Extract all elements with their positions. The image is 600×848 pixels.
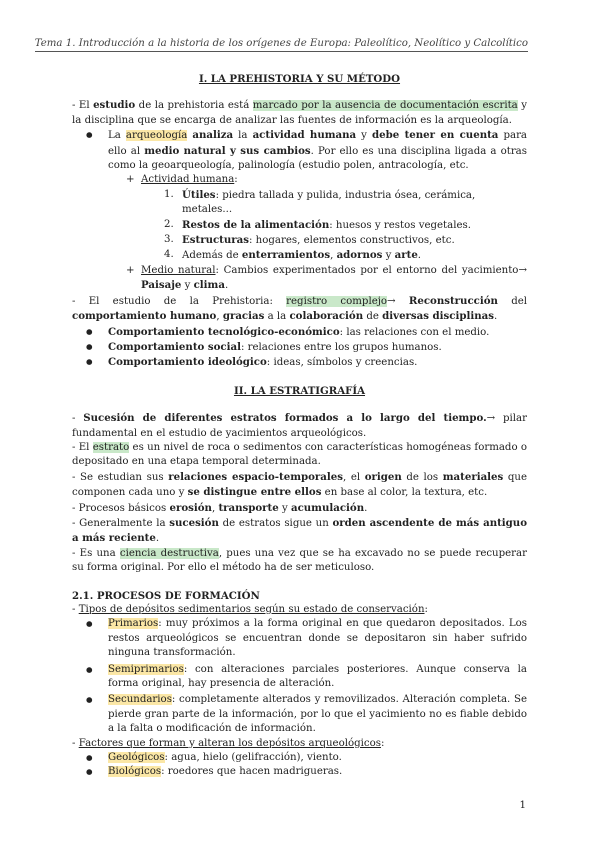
line-factores: - Factores que forman y alteran los depósitos arqueológicos: <box>72 737 385 749</box>
arrow-right-icon: → <box>486 413 496 425</box>
list-item: ● Comportamiento social: relaciones entre los grupos humanos. <box>72 340 527 355</box>
paragraph-orden: - Generalmente la sucesión de estratos sigue un orden ascendente de más antiguo a más reciente. <box>72 516 527 545</box>
paragraph-relaciones: - Se estudian sus relaciones espacio-temporales, el origen de los materiales que componen cada uno y se distingue entre ellos en base al color, la textura, etc. <box>72 470 528 499</box>
paragraph-procesos: - Procesos básicos erosión, transporte y acumulación. <box>72 501 368 514</box>
list-item: ● Biológicos: roedores que hacen madrigueras. <box>72 765 527 779</box>
highlight-green: marcado por la ausencia de documentación escrita <box>252 100 518 112</box>
section-title-estratigrafia: II. LA ESTRATIGRAFÍA <box>233 384 366 397</box>
plus-list <box>72 173 527 187</box>
list-item: ● Comportamiento tecnológico-económico: las relaciones con el medio. <box>72 325 527 340</box>
list-item: ● Secundarios: completamente alterados y removilizados. Alteración completa. Se pierde gran parte de la información, por lo que el yacimiento no es fiable debido a la falta o modificación de información. <box>72 693 527 736</box>
arrow-right-icon: → <box>518 264 527 276</box>
list-item: ● Semiprimarios: con alteraciones parciales posteriores. Aunque conserva la forma original, hay presencia de alteración. <box>72 663 527 692</box>
list-item: ● Comportamiento ideológico: ideas, símbolos y creencias. <box>72 355 527 370</box>
page-header: Tema 1. Introducción a la historia de los orígenes de Europa: Paleolítico, Neolítico y Calcolítico <box>35 38 528 52</box>
list-item: 1. Útiles: piedra tallada y pulida, industria ósea, cerámica, metales... <box>164 188 476 216</box>
line-tipos-depositos: - Tipos de depósitos sedimentarios según su estado de conservación: <box>72 604 428 615</box>
highlight-yellow: arqueología <box>125 130 188 142</box>
arrow-right-icon: → <box>387 295 396 307</box>
subsection-title-procesos: 2.1. PROCESOS DE FORMACIÓN <box>72 589 260 602</box>
highlight-yellow: Primarios <box>108 618 159 630</box>
list-item: 2. Restos de la alimentación: huesos y restos vegetales. <box>164 218 471 231</box>
list-item: ● Geológicos: agua, hielo (gelifracción), viento. <box>72 751 527 765</box>
highlight-yellow: Semiprimarios <box>108 663 184 675</box>
section-title-prehistoria: I. LA PREHISTORIA Y SU MÉTODO <box>198 73 401 85</box>
page-content <box>72 72 527 780</box>
list-item: 3. Estructuras: hogares, elementos constructivos, etc. <box>164 234 455 247</box>
highlight-green: ciencia destructiva <box>119 547 219 559</box>
numbered-list-actividad <box>72 188 527 264</box>
paragraph-sucesion: - Sucesión de diferentes estratos formados a lo largo del tiempo.→ pilar fundamental en el estudio de yacimientos arqueológicos. <box>72 412 527 439</box>
plus-list <box>72 264 527 294</box>
bullet-list-depositos <box>72 617 527 736</box>
bullet-list-comportamiento <box>72 325 527 371</box>
list-item: + Medio natural: Cambios experimentados por el entorno del yacimiento→ Paisaje y clima. <box>72 264 527 294</box>
bullet-list-factores <box>72 751 527 780</box>
list-item: + Actividad humana: <box>72 173 527 187</box>
paragraph-estudio: - El estudio de la prehistoria está marcado por la ausencia de documentación escrita y la disciplina que se encarga de analizar las fuentes de información es la arqueología. <box>72 99 527 126</box>
list-item: ● Primarios: muy próximos a la forma original en que quedaron depositados. Los restos arqueológicos se encuentran donde se depositaron sin haber sufrido ninguna transformación. <box>72 617 527 660</box>
list-item: ● La arqueología analiza la actividad humana y debe tener en cuenta para ello al medio natural y sus cambios. Por ello es una disciplina ligada a otras como la geoarqueología, palinología (estudio polen, antracología, etc. <box>72 128 527 173</box>
highlight-yellow: Biológicos <box>108 766 162 778</box>
paragraph-estrato: - El estrato es un nivel de roca o sedimentos con características homogéneas formado o depositado en una etapa temporal determinada. <box>72 441 528 468</box>
list-item: 4. Además de enterramientos, adornos y arte. <box>164 249 422 262</box>
highlight-yellow: Geológicos <box>108 752 165 764</box>
bullet-list-arqueologia <box>72 128 527 173</box>
page-number: 1 <box>519 800 526 811</box>
highlight-green: registro complejo <box>286 295 388 307</box>
paragraph-registro: - El estudio de la Prehistoria: registro complejo→ Reconstrucción del comportamiento humano, gracias a la colaboración de diversas disciplinas. <box>72 294 528 323</box>
highlight-green: estrato <box>92 441 130 453</box>
paragraph-ciencia: - Es una ciencia destructiva, pues una vez que se ha excavado no se puede recuperar su forma original. Por ello el método ha de ser meticuloso. <box>72 547 527 574</box>
highlight-yellow: Secundarios <box>108 694 172 706</box>
